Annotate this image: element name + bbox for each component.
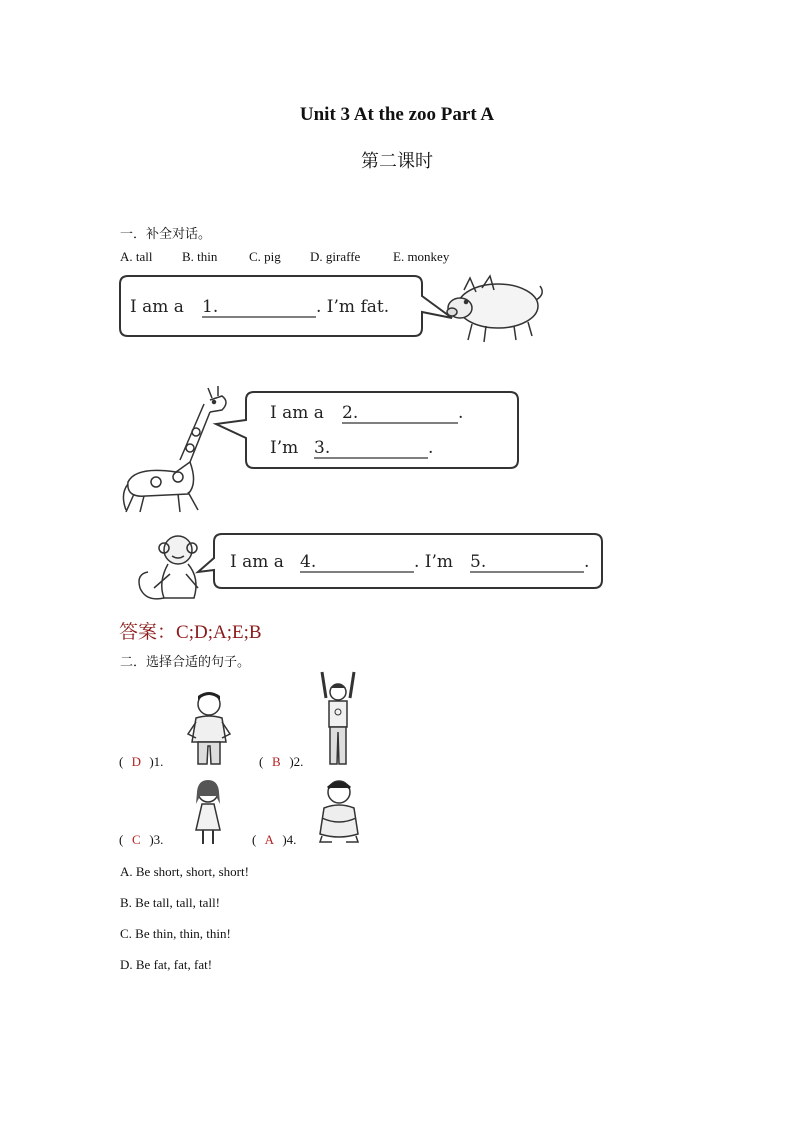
blank-3-number: 3. <box>314 438 331 458</box>
giraffe-icon <box>123 386 226 512</box>
tall-boy-figure <box>318 668 358 768</box>
choice-a: A. Be short, short, short! <box>120 864 249 879</box>
question-4-number: )4. <box>282 832 297 847</box>
answer-1: D <box>131 754 142 769</box>
section2-heading: 二．选择合适的句子。 <box>120 655 251 670</box>
monkey-icon <box>139 536 198 599</box>
option-a: A. tall <box>120 249 153 264</box>
question-1-number: )1. <box>149 754 164 769</box>
pig-icon <box>447 276 542 342</box>
answer-value: C;D;A;E;B <box>176 622 262 643</box>
option-b: B. thin <box>182 249 218 264</box>
bubble3-prefix: I am a <box>230 552 284 572</box>
question-1: ( D )1. <box>119 754 164 769</box>
blank-1-number: 1. <box>202 297 219 317</box>
lesson-subtitle: 第二课时 <box>361 151 433 172</box>
question-3: ( C )3. <box>119 832 164 847</box>
speech-bubble-3 <box>198 534 602 588</box>
answer-2: B <box>272 754 281 769</box>
dialogue-illustration <box>118 272 604 608</box>
option-list <box>120 249 449 265</box>
option-c: C. pig <box>249 249 281 264</box>
question-3-number: )3. <box>149 832 164 847</box>
bubble2-line1-end: . <box>458 403 464 423</box>
answer-3: C <box>132 832 141 847</box>
answer-line <box>119 617 262 644</box>
bubble1-prefix: I am a <box>130 297 184 317</box>
bubble1-suffix: . I’m fat. <box>316 297 390 317</box>
blank-4-number: 4. <box>300 552 317 572</box>
bubble3-end: . <box>584 552 590 572</box>
page-title: Unit 3 At the zoo Part A <box>299 104 495 125</box>
choice-d: D. Be fat, fat, fat! <box>120 957 213 972</box>
short-boy-figure <box>314 778 364 844</box>
section1-heading: 一．补全对话。 <box>120 227 212 242</box>
option-d: D. giraffe <box>310 249 361 264</box>
thin-girl-figure <box>190 778 226 846</box>
choice-b: B. Be tall, tall, tall! <box>120 895 221 910</box>
answer-label: 答案： <box>119 621 177 643</box>
blank-2-number: 2. <box>342 403 359 423</box>
option-e: E. monkey <box>393 249 450 264</box>
speech-bubble-2 <box>216 392 518 468</box>
fat-boy-figure <box>184 690 234 768</box>
question-4: ( A )4. <box>252 832 297 847</box>
bubble2-line1-prefix: I am a <box>270 403 324 423</box>
bubble2-line2-prefix: I’m <box>270 438 299 458</box>
question-2: ( B )2. <box>259 754 304 769</box>
bubble3-mid: . I’m <box>414 552 454 572</box>
question-2-number: )2. <box>289 754 304 769</box>
bubble2-line2-end: . <box>428 438 434 458</box>
choice-c: C. Be thin, thin, thin! <box>120 926 231 941</box>
answer-4: A <box>264 832 275 847</box>
blank-5-number: 5. <box>470 552 487 572</box>
speech-bubble-1 <box>120 276 452 336</box>
